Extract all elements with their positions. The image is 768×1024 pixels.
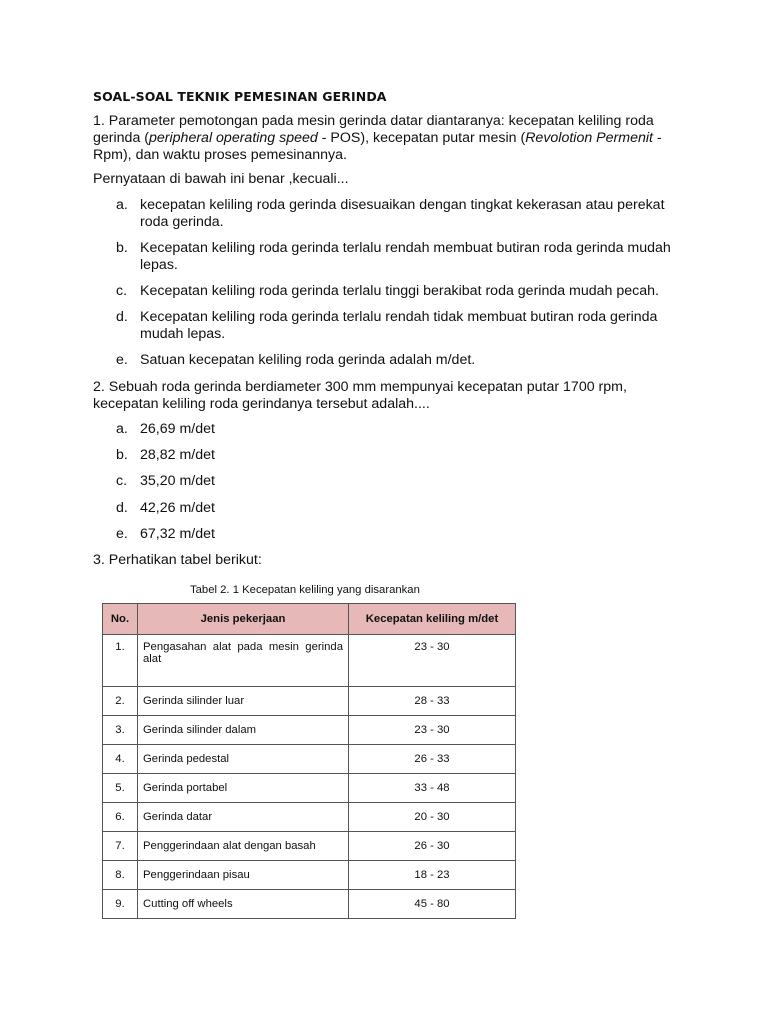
cell-speed: 28 - 33 bbox=[349, 687, 516, 716]
option-letter: d. bbox=[116, 309, 128, 325]
q2-option-e bbox=[116, 526, 676, 543]
cell-speed: 23 - 30 bbox=[349, 635, 516, 687]
table-row bbox=[103, 803, 516, 832]
cell-speed: 20 - 30 bbox=[349, 803, 516, 832]
q1-option-e bbox=[116, 352, 676, 369]
question-2-text: 2. Sebuah roda gerinda berdiameter 300 mm mempunyai kecepatan putar 1700 rpm, kecepatan keliling roda gerindanya tersebut adalah.... bbox=[93, 379, 627, 412]
option-letter: c. bbox=[116, 283, 128, 299]
cell-no: 6. bbox=[103, 803, 138, 832]
table-row bbox=[103, 832, 516, 861]
table-row bbox=[103, 635, 516, 687]
document-title: SOAL-SOAL TEKNIK PEMESINAN GERINDA bbox=[93, 89, 387, 104]
cell-no: 7. bbox=[103, 832, 138, 861]
cell-no: 2. bbox=[103, 687, 138, 716]
cell-job: Cutting off wheels bbox=[138, 890, 349, 919]
cell-job: Gerinda portabel bbox=[138, 774, 349, 803]
option-text: 28,82 m/det bbox=[140, 447, 215, 463]
option-letter: e. bbox=[116, 526, 128, 542]
cell-no: 8. bbox=[103, 861, 138, 890]
option-text: Kecepatan keliling roda gerinda terlalu rendah membuat butiran roda gerinda mudah lepas. bbox=[140, 240, 671, 273]
cell-no: 1. bbox=[103, 635, 138, 687]
option-text: Satuan kecepatan keliling roda gerinda adalah m/det. bbox=[140, 352, 476, 368]
cell-speed: 26 - 30 bbox=[349, 832, 516, 861]
speed-table bbox=[102, 603, 516, 919]
option-letter: a. bbox=[116, 197, 128, 213]
table-row bbox=[103, 687, 516, 716]
cell-no: 9. bbox=[103, 890, 138, 919]
cell-job: Pengasahan alat pada mesin gerinda alat bbox=[138, 635, 349, 687]
q1-option-a bbox=[116, 197, 676, 231]
cell-speed: 18 - 23 bbox=[349, 861, 516, 890]
q2-option-c bbox=[116, 473, 676, 490]
cell-speed: 45 - 80 bbox=[349, 890, 516, 919]
option-text: 35,20 m/det bbox=[140, 473, 215, 489]
question-3-text: 3. Perhatikan tabel berikut: bbox=[93, 552, 262, 568]
cell-job: Gerinda pedestal bbox=[138, 745, 349, 774]
q1-option-d bbox=[116, 309, 676, 343]
cell-speed: 26 - 33 bbox=[349, 745, 516, 774]
cell-speed: 23 - 30 bbox=[349, 716, 516, 745]
option-letter: d. bbox=[116, 500, 128, 516]
option-letter: a. bbox=[116, 421, 128, 437]
table-row bbox=[103, 716, 516, 745]
option-text: 67,32 m/det bbox=[140, 526, 215, 542]
q2-option-d bbox=[116, 500, 676, 517]
cell-speed: 33 - 48 bbox=[349, 774, 516, 803]
question-1-statement: Pernyataan di bawah ini benar ,kecuali... bbox=[93, 171, 349, 187]
table-row bbox=[103, 861, 516, 890]
italic-term-rpm: Revolotion Permenit bbox=[525, 130, 653, 146]
option-letter: c. bbox=[116, 473, 128, 489]
option-text: Kecepatan keliling roda gerinda terlalu rendah tidak membuat butiran roda gerinda mudah lepas. bbox=[140, 309, 658, 342]
question-1-text: 1. Parameter pemotongan pada mesin gerinda datar diantaranya: kecepatan keliling roda gerinda (peripheral operating speed - POS), kecepatan putar mesin (Revolotion Permenit - Rpm), dan waktu proses pemesinannya. bbox=[93, 113, 662, 163]
cell-job: Penggerindaan alat dengan basah bbox=[138, 832, 349, 861]
q1-option-b bbox=[116, 240, 676, 274]
q1-option-c bbox=[116, 283, 676, 300]
italic-term-pos: peripheral operating speed bbox=[149, 130, 318, 146]
table-row bbox=[103, 890, 516, 919]
q2-option-a bbox=[116, 421, 676, 438]
option-letter: b. bbox=[116, 447, 128, 463]
cell-no: 3. bbox=[103, 716, 138, 745]
option-text: 42,26 m/det bbox=[140, 500, 215, 516]
header-job: Jenis pekerjaan bbox=[138, 604, 349, 635]
cell-job: Penggerindaan pisau bbox=[138, 861, 349, 890]
option-letter: e. bbox=[116, 352, 128, 368]
option-text: kecepatan keliling roda gerinda disesuaikan dengan tingkat kekerasan atau perekat roda gerinda. bbox=[140, 197, 665, 230]
option-text: Kecepatan keliling roda gerinda terlalu tinggi berakibat roda gerinda mudah pecah. bbox=[140, 283, 659, 299]
option-letter: b. bbox=[116, 240, 128, 256]
header-speed: Kecepatan keliling m/det bbox=[349, 604, 516, 635]
cell-job: Gerinda silinder dalam bbox=[138, 716, 349, 745]
header-no: No. bbox=[103, 604, 138, 635]
cell-no: 5. bbox=[103, 774, 138, 803]
cell-job: Gerinda silinder luar bbox=[138, 687, 349, 716]
table-row bbox=[103, 774, 516, 803]
cell-no: 4. bbox=[103, 745, 138, 774]
table-header-row bbox=[103, 604, 516, 635]
option-text: 26,69 m/det bbox=[140, 421, 215, 437]
table-row bbox=[103, 745, 516, 774]
cell-job: Gerinda datar bbox=[138, 803, 349, 832]
table-caption: Tabel 2. 1 Kecepatan keliling yang disarankan bbox=[190, 584, 420, 596]
q2-option-b bbox=[116, 447, 676, 464]
